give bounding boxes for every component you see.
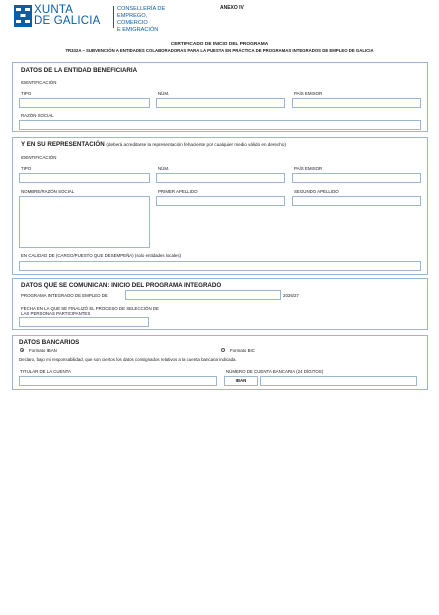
annex-label: ANEXO IV <box>220 5 244 11</box>
selection-date-label: FECHA EN LA QUE SE FINALIZÓ EL PROCESO DE SELECCIÓN DE LAS PERSONAS PARTICIPANTES <box>21 306 159 316</box>
identification-label: IDENTIFICACIÓN <box>21 80 57 85</box>
rep-country-field[interactable] <box>292 173 421 183</box>
type-label: TIPO <box>21 166 32 171</box>
iban-format-label: Formato IBAN <box>29 348 57 353</box>
declaration-text: Declaro, bajo mi responsabilidad, que son ciertos los datos consignados relativos a la cuenta bancaria indicada. <box>19 357 237 362</box>
department-line2: EMPREGO, COMERCIO <box>117 13 148 26</box>
country-label: PAÍS EMISOR <box>294 91 323 96</box>
logo-xunta-line2: DE GALICIA <box>34 15 101 27</box>
position-label: EN CALIDAD DE (CARGO/PUESTO QUE DESEMPEÑA) (solo entidades locales) <box>21 253 181 258</box>
logo-divider <box>113 6 114 28</box>
representative-note: (deberá acreditarse la representación fehaciente por cualquier medio válido en derecho) <box>106 142 286 147</box>
rep-surname2-field[interactable] <box>292 196 421 206</box>
section-title: DATOS QUE SE COMUNICAN: INICIO DEL PROGRAMA INTEGRADO <box>21 282 222 289</box>
surname2-label: SEGUNDO APELLIDO <box>294 189 339 194</box>
section-title: DATOS BANCARIOS <box>19 339 80 346</box>
xunta-logo <box>14 4 179 33</box>
entity-section <box>12 62 428 132</box>
type-label: TIPO <box>21 91 32 96</box>
department-line1: CONSELLERÍA DE <box>117 6 166 12</box>
surname1-label: PRIMER APELLIDO <box>158 189 198 194</box>
identification-label: IDENTIFICACIÓN <box>21 155 57 160</box>
representative-section <box>12 137 428 275</box>
entity-type-field[interactable] <box>19 98 150 108</box>
representative-title: Y EN SU REPRESENTACIÓN <box>21 141 105 148</box>
iban-format-radio[interactable] <box>20 348 24 352</box>
entity-country-field[interactable] <box>292 98 421 108</box>
holder-field[interactable] <box>19 376 217 386</box>
holder-label: TITULAR DE LA CUENTA <box>20 369 71 374</box>
bic-format-label: Formato BIC <box>230 348 255 353</box>
xunta-emblem-icon <box>14 5 32 27</box>
program-label: PROGRAMA INTEGRADO DE EMPLEO DE <box>21 293 108 298</box>
rep-surname1-field[interactable] <box>156 196 285 206</box>
program-section <box>12 278 428 330</box>
rep-number-field[interactable] <box>156 173 285 183</box>
account-number-field[interactable] <box>260 376 417 386</box>
document-subtitle: TR332A – SUBVENCIÓN A ENTIDADES COLABORADORAS PARA LA PUESTA EN PRÁCTICA DE PROGRAMAS INTEGRADOS DE EMPLEO DE GALICIA <box>65 48 374 53</box>
iban-prefix-box: IBAN <box>224 376 258 386</box>
program-period: 2026/27 <box>283 293 299 298</box>
section-title: DATOS DE LA ENTIDAD BENEFICIARIA <box>21 67 138 74</box>
rep-name-field[interactable] <box>19 196 150 248</box>
account-number-label: NÚMERO DE CUENTA BANCARIA (24 DÍGITOS) <box>226 369 324 374</box>
logo-text <box>34 5 101 27</box>
department-name <box>117 6 179 34</box>
name-label: NOMBRE/RAZÓN SOCIAL <box>21 189 75 194</box>
bic-format-radio[interactable] <box>221 348 225 352</box>
selection-date-field[interactable] <box>19 317 149 327</box>
entity-number-field[interactable] <box>156 98 285 108</box>
rep-position-field[interactable] <box>19 261 421 271</box>
number-label: NÚM. <box>158 166 170 171</box>
program-field[interactable] <box>125 290 281 300</box>
country-label: PAÍS EMISOR <box>294 166 323 171</box>
rep-type-field[interactable] <box>19 173 150 183</box>
company-name-field[interactable] <box>19 120 421 130</box>
logo-xunta-line1: XUNTA <box>34 4 74 16</box>
department-line3: E EMIGRACIÓN <box>117 27 159 33</box>
section-title <box>21 141 286 148</box>
bank-section <box>12 335 428 390</box>
company-name-label: RAZÓN SOCIAL <box>21 113 54 118</box>
document-title: CERTIFICADO DE INICIO DEL PROGRAMA <box>170 42 269 47</box>
number-label: NÚM. <box>158 91 170 96</box>
